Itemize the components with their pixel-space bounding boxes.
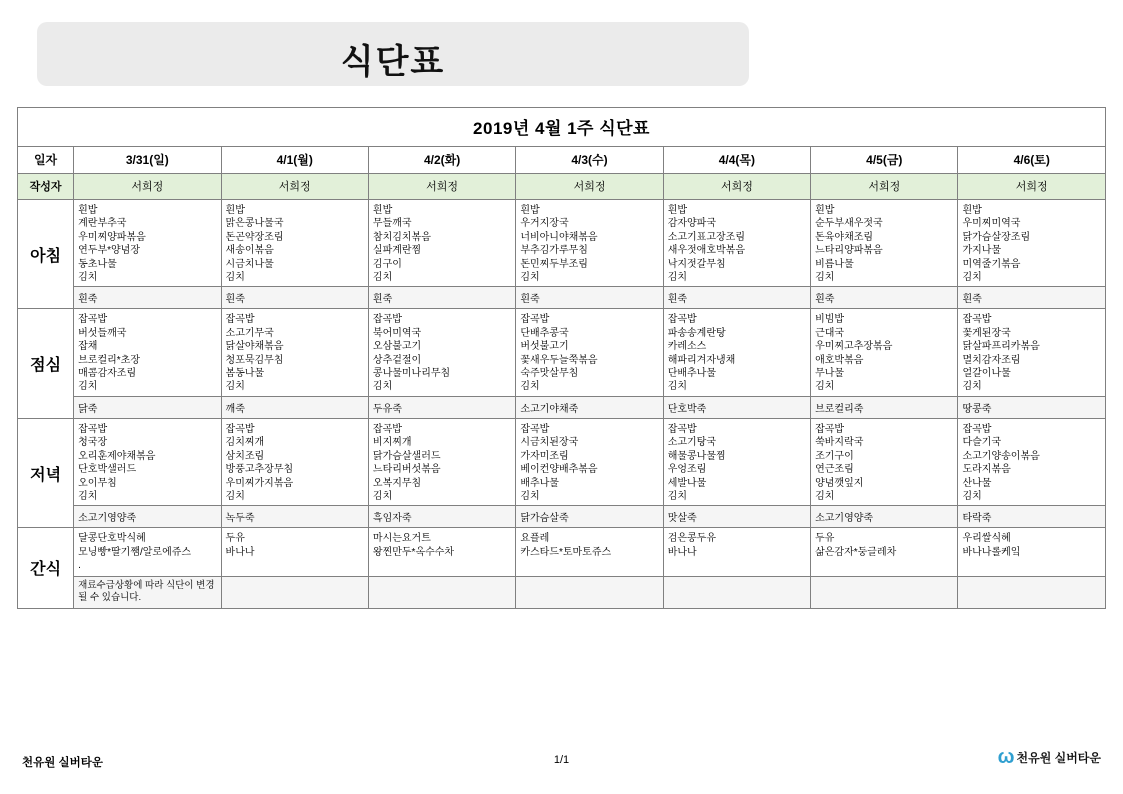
dish: 봄동나물 — [225, 368, 265, 380]
dish: 가자미조림 — [520, 450, 569, 462]
empty-cell — [368, 576, 515, 608]
row-label-date: 일자 — [18, 147, 74, 174]
dish: 우미찌가지볶음 — [225, 477, 294, 489]
dish: 다슬기국 — [962, 437, 1002, 449]
snack-item: 마시는요거트 — [372, 533, 431, 545]
dinner-cell — [958, 418, 1106, 505]
snack-item: 두유 — [225, 533, 245, 545]
dish: 쑥바지락국 — [815, 437, 864, 449]
breakfast-cell — [516, 200, 663, 287]
dish: 소고기탕국 — [667, 437, 717, 449]
dish: 닭살파프리카볶음 — [962, 341, 1040, 353]
dinner-cell — [663, 418, 810, 505]
porridge-cell: 흑임자죽 — [368, 506, 515, 528]
dish: 도라지볶음 — [962, 464, 1011, 476]
dish: 오리훈제야채볶음 — [78, 450, 156, 462]
breakfast-row — [18, 200, 1106, 287]
dish: 비름나물 — [815, 258, 854, 270]
dish: 비빔밥 — [815, 314, 845, 326]
dish: 매콤감자조림 — [78, 368, 137, 380]
porridge-cell: 닭죽 — [74, 396, 221, 418]
dish: 순두부새우젓국 — [815, 218, 883, 230]
porridge-cell: 브로컬리죽 — [811, 396, 958, 418]
dish: 김치 — [372, 272, 393, 284]
breakfast-cell — [221, 200, 368, 287]
porridge-cell: 맛살죽 — [663, 506, 810, 528]
dinner-cell — [368, 418, 515, 505]
dish: 새우젓애호박볶음 — [667, 245, 745, 257]
lunch-cell — [368, 309, 515, 396]
dish: 닭살야채볶음 — [225, 341, 284, 353]
snack-item: 두유 — [815, 533, 835, 545]
dish: 잡곡밥 — [372, 314, 402, 326]
writer-cell: 서희정 — [811, 174, 958, 200]
day-header: 4/2(화) — [368, 147, 515, 174]
dish: 김치 — [520, 490, 540, 502]
dish: 김치 — [667, 272, 688, 284]
snack-cell — [516, 528, 663, 576]
day-header: 4/6(토) — [958, 147, 1106, 174]
lunch-porridge-row — [18, 396, 1106, 418]
lunch-row — [18, 309, 1106, 396]
porridge-cell: 두유죽 — [368, 396, 515, 418]
dish: 잡곡밥 — [667, 423, 697, 435]
dish: 청포묵김무침 — [225, 354, 284, 366]
dish: 계란부추국 — [78, 218, 127, 230]
lunch-cell — [663, 309, 810, 396]
dish: 버섯들깨국 — [78, 327, 127, 339]
breakfast-cell — [368, 200, 515, 287]
dish: 잡곡밥 — [520, 423, 550, 435]
dish: 조기구이 — [815, 450, 854, 462]
dish: 김치 — [815, 381, 835, 393]
dish: 잡곡밥 — [962, 423, 992, 435]
porridge-cell: 땅콩죽 — [958, 396, 1106, 418]
snack-cell — [663, 528, 810, 576]
snack-item: 왕찐만두*옥수수차 — [372, 546, 455, 558]
snack-cell — [811, 528, 958, 576]
dish: 흰밥 — [78, 205, 98, 216]
dish: 삼치조림 — [225, 450, 265, 462]
dish: 흰밥 — [520, 205, 540, 216]
dish: 돈곤약장조림 — [225, 231, 284, 243]
note-row — [18, 576, 1106, 608]
footer-organization: 천유원 실버타운 — [22, 757, 103, 769]
porridge-cell: 소고기영양죽 — [74, 506, 221, 528]
dish: 멸치감자조림 — [962, 354, 1021, 366]
dish: 잡곡밥 — [78, 314, 108, 326]
dish: 흰밥 — [372, 205, 393, 216]
dish: 김치 — [372, 381, 393, 393]
dish: 흰밥 — [667, 205, 688, 216]
snack-item: 요플레 — [520, 533, 550, 545]
snack-item: 바나나 — [225, 546, 255, 558]
dish: 우미찌미역국 — [962, 218, 1021, 230]
dish: 얼갈이나물 — [962, 368, 1011, 380]
row-label-writer: 작성자 — [18, 174, 74, 200]
dinner-row — [18, 418, 1106, 505]
breakfast-cell — [74, 200, 221, 287]
writer-cell: 서희정 — [663, 174, 810, 200]
dish: 김치 — [225, 490, 245, 502]
dish: 참치김치볶음 — [372, 231, 431, 243]
dish: 오이무침 — [78, 477, 117, 489]
empty-cell — [811, 576, 958, 608]
dish: 김치 — [225, 381, 245, 393]
writer-row — [18, 174, 1106, 200]
date-header-row — [18, 147, 1106, 174]
snack-item: 모닝빵*딸기쨈/알로에쥬스 — [78, 546, 192, 558]
dish: 오삼불고기 — [372, 341, 422, 353]
dish: 산나물 — [962, 477, 992, 489]
dish: 배추나물 — [520, 477, 559, 489]
dish: 김치 — [520, 272, 540, 284]
porridge-cell: 흰죽 — [811, 287, 958, 309]
dish: 소고기표고장조림 — [667, 231, 745, 243]
dish: 김치 — [667, 490, 688, 502]
porridge-cell: 흰죽 — [368, 287, 515, 309]
dish: 돈육야채조림 — [815, 231, 874, 243]
lunch-cell — [516, 309, 663, 396]
porridge-cell: 단호박죽 — [663, 396, 810, 418]
dish: 양념깻잎지 — [815, 477, 864, 489]
dish: 잡곡밥 — [815, 423, 845, 435]
dish: 숙주맛살무침 — [520, 368, 579, 380]
dinner-cell — [74, 418, 221, 505]
dish: 단배추콩국 — [520, 327, 569, 339]
dish: 김치 — [962, 272, 982, 284]
dinner-porridge-row — [18, 506, 1106, 528]
day-header: 4/4(목) — [663, 147, 810, 174]
dish: 세발나물 — [667, 477, 707, 489]
dish: 잡곡밥 — [962, 314, 992, 326]
porridge-cell: 소고기야채죽 — [516, 396, 663, 418]
menu-table — [17, 107, 1106, 609]
dish: 김치 — [78, 490, 98, 502]
snack-item: 바나나롤케잌 — [962, 546, 1021, 558]
dish: 소고기양송이볶음 — [962, 450, 1040, 462]
porridge-cell: 흰죽 — [221, 287, 368, 309]
porridge-cell: 타락죽 — [958, 506, 1106, 528]
company-logo-icon: ω — [997, 746, 1013, 768]
dish: 맑은콩나물국 — [225, 218, 284, 230]
row-label-lunch: 점심 — [18, 309, 74, 418]
writer-cell: 서희정 — [74, 174, 221, 200]
dish: 김치 — [815, 490, 835, 502]
page-title: 식단표 — [340, 43, 446, 81]
dish: 카레소스 — [667, 341, 707, 353]
porridge-cell: 닭가슴살죽 — [516, 506, 663, 528]
breakfast-cell — [958, 200, 1106, 287]
lunch-cell — [221, 309, 368, 396]
dish: 해파리겨자냉채 — [667, 354, 736, 366]
lunch-cell — [958, 309, 1106, 396]
porridge-cell: 소고기영양죽 — [811, 506, 958, 528]
dish: 김치 — [815, 272, 835, 284]
day-header: 3/31(일) — [74, 147, 221, 174]
dish: 소고기무국 — [225, 327, 274, 339]
porridge-cell: 깨죽 — [221, 396, 368, 418]
dish: 실파계란찜 — [372, 245, 422, 257]
dish: 우미찌양파볶음 — [78, 231, 146, 243]
lunch-cell — [811, 309, 958, 396]
dish: 시금치된장국 — [520, 437, 579, 449]
dish: 브로컬리*초장 — [78, 354, 140, 366]
note-cell: 재료수급상황에 따라 식단이 변경될 수 있습니다. — [74, 576, 221, 608]
footer-page-number: 1/1 — [553, 754, 570, 766]
writer-cell: 서희정 — [958, 174, 1106, 200]
dish: 오복지무침 — [372, 477, 422, 489]
dish: 우엉조림 — [667, 464, 707, 476]
dish: 우미찌고추장볶음 — [815, 341, 893, 353]
footer-logo — [998, 747, 1101, 767]
writer-cell: 서희정 — [368, 174, 515, 200]
snack-item: 우리쌀식혜 — [962, 533, 1011, 545]
snack-row — [18, 528, 1106, 576]
dish: 꽃새우두늘쭉볶음 — [520, 354, 598, 366]
dish: 단호박샐러드 — [78, 464, 137, 476]
dish: 잡곡밥 — [225, 314, 255, 326]
snack-cell — [74, 528, 221, 576]
porridge-cell: 녹두죽 — [221, 506, 368, 528]
dish: 파송송계란탕 — [667, 327, 726, 339]
breakfast-porridge-row — [18, 287, 1106, 309]
dish: 북어미역국 — [372, 327, 422, 339]
dish: 잡채 — [78, 341, 98, 353]
dish: 연두부*양념장 — [78, 245, 140, 257]
dish: 김구이 — [372, 258, 402, 270]
dinner-cell — [221, 418, 368, 505]
writer-cell: 서희정 — [516, 174, 663, 200]
dish: 잡곡밥 — [225, 423, 255, 435]
dish: 잡곡밥 — [372, 423, 402, 435]
dish: 꽃게된장국 — [962, 327, 1011, 339]
menu-table-container — [17, 107, 1106, 609]
empty-cell — [958, 576, 1106, 608]
snack-item: 삶은감자*둥글레차 — [815, 546, 897, 558]
day-header: 4/1(월) — [221, 147, 368, 174]
dish: 김치 — [962, 381, 982, 393]
footer-logo-text: 천유원 실버타운 — [1016, 750, 1101, 765]
snack-cell — [368, 528, 515, 576]
snack-item: 검은콩두유 — [667, 533, 717, 545]
dish: 잡곡밥 — [667, 314, 697, 326]
dish: 시금치나물 — [225, 258, 274, 270]
dish: 상추겉절이 — [372, 354, 422, 366]
dish: 잡곡밥 — [78, 423, 108, 435]
dish: 베이컨양배추볶음 — [520, 464, 598, 476]
dish: 무들깨국 — [372, 218, 412, 230]
dish: 근대국 — [815, 327, 845, 339]
dinner-cell — [516, 418, 663, 505]
dish: 돈민찌두부조림 — [520, 258, 588, 270]
dish: 무나물 — [815, 368, 845, 380]
row-label-snack: 간식 — [18, 528, 74, 608]
title-banner — [37, 22, 749, 86]
day-header: 4/5(금) — [811, 147, 958, 174]
dish: 콩나물미나리무침 — [372, 368, 451, 380]
empty-cell — [221, 576, 368, 608]
dish: 김치 — [225, 272, 245, 284]
dish: 김치 — [78, 272, 98, 284]
dish: 해물콩나물찜 — [667, 450, 726, 462]
dinner-cell — [811, 418, 958, 505]
dish: 느타리양파볶음 — [815, 245, 883, 257]
snack-cell — [958, 528, 1106, 576]
snack-item: . — [78, 560, 81, 572]
porridge-cell: 흰죽 — [958, 287, 1106, 309]
dish: 김치 — [667, 381, 688, 393]
dish: 청국장 — [78, 437, 108, 449]
snack-item: 카스타드*토마토쥬스 — [520, 546, 612, 558]
lunch-cell — [74, 309, 221, 396]
dish: 낙지젓갈무침 — [667, 258, 726, 270]
dish: 흰밥 — [962, 205, 982, 216]
breakfast-cell — [663, 200, 810, 287]
empty-cell — [516, 576, 663, 608]
dish: 방풍고추장무침 — [225, 464, 294, 476]
writer-cell: 서희정 — [221, 174, 368, 200]
empty-cell — [663, 576, 810, 608]
dish: 감자양파국 — [667, 218, 717, 230]
dish: 흰밥 — [815, 205, 835, 216]
dish: 우거지장국 — [520, 218, 569, 230]
dish: 김치 — [372, 490, 393, 502]
porridge-cell: 흰죽 — [74, 287, 221, 309]
table-title: 2019년 4월 1주 식단표 — [18, 108, 1106, 147]
dish: 너비아니야채볶음 — [520, 231, 598, 243]
dish: 새송이볶음 — [225, 245, 274, 257]
dish: 흰밥 — [225, 205, 245, 216]
dish: 동초나물 — [78, 258, 117, 270]
dish: 닭가슴살샐러드 — [372, 450, 441, 462]
breakfast-cell — [811, 200, 958, 287]
snack-item: 달콩단호박식혜 — [78, 533, 146, 545]
day-header: 4/3(수) — [516, 147, 663, 174]
dish: 김치찌개 — [225, 437, 265, 449]
dish: 버섯불고기 — [520, 341, 569, 353]
snack-item: 바나나 — [667, 546, 697, 558]
row-label-breakfast: 아침 — [18, 200, 74, 309]
dish: 미역줄기볶음 — [962, 258, 1021, 270]
porridge-cell: 흰죽 — [663, 287, 810, 309]
dish: 김치 — [962, 490, 982, 502]
dish: 단배추나물 — [667, 368, 717, 380]
dish: 느타리버섯볶음 — [372, 464, 441, 476]
dish: 닭가슴살장조림 — [962, 231, 1031, 243]
dish: 김치 — [78, 381, 98, 393]
row-label-dinner: 저녁 — [18, 418, 74, 527]
porridge-cell: 흰죽 — [516, 287, 663, 309]
dish: 연근조림 — [815, 464, 854, 476]
table-title-row — [18, 108, 1106, 147]
dish: 애호박볶음 — [815, 354, 864, 366]
dish: 부추김가루무침 — [520, 245, 588, 257]
dish: 잡곡밥 — [520, 314, 550, 326]
dish: 비지찌개 — [372, 437, 412, 449]
dish: 김치 — [520, 381, 540, 393]
snack-cell — [221, 528, 368, 576]
dish: 가지나물 — [962, 245, 1002, 257]
